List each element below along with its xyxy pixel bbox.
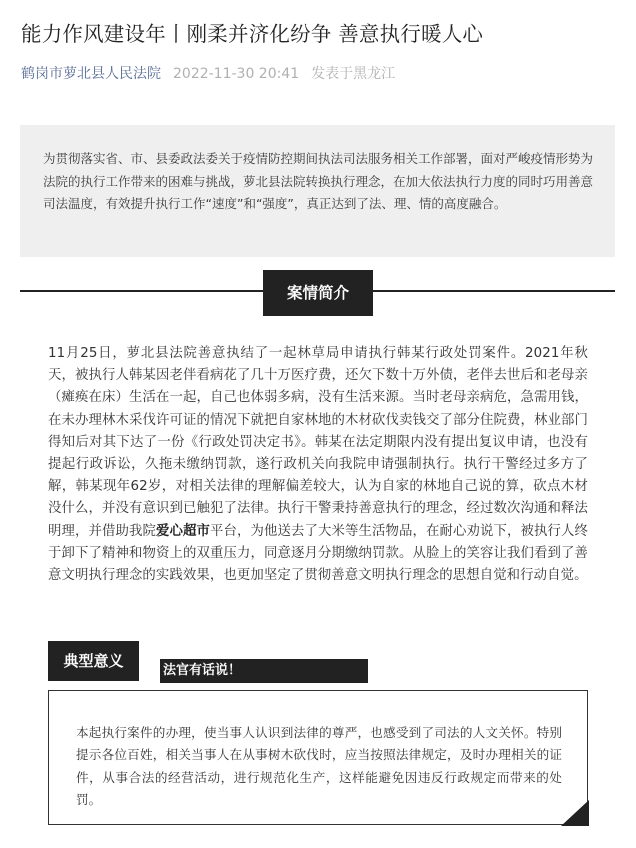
case-text-part-1: 11月25日，萝北县法院善意执结了一起林草局申请执行韩某行政处罚案件。2021年秋天，被执行人韩某因老伴看病花了几十万医疗费，还欠下数十万外债，老伴去世后和老母亲（瘫痪在床）生活在一起，自己也体弱多病，没有生活来源。当时老母亲病危，急需用钱，在未办理林木采伐许可证的情况下就把自家林地的木材砍伐卖钱交了部分住院费，林业部门得知后对其下达了一份《行政处罚决定书》。韩某在法定期限内没有提出复议申请，也没有提起行政诉讼，久拖未缴纳罚款，遂行政机关向我院申请强制执行。执行干警经过多方了解，韩某现年62岁，对相关法律的理解偏差较大，认为自家的林地自己说的算，砍点木材没什么，并没有意识到已触犯了法律。执行干警秉持善意执行的理念，经过数次沟通和释法明理，并借助我院 [48, 346, 588, 539]
note-box-corner-decoration [561, 800, 589, 826]
article-meta [21, 64, 395, 84]
intro-paragraph: 为贯彻落实省、市、县委政法委关于疫情防控期间执法司法服务相关工作部署，面对严峻疫情形势为法院的执行工作带来的困难与挑战，萝北县法院转换执行理念，在加大依法执行力度的同时巧用善意司法温度，有效提升执行工作“速度”和“强度”，真正达到了法、理、情的高度融合。 [43, 151, 594, 211]
source-account-link[interactable]: 鹤岗市萝北县人民法院 [21, 66, 161, 82]
section-divider-left [20, 290, 265, 292]
case-paragraph [48, 343, 588, 587]
article-title: 能力作风建设年丨刚柔并济化纷争 善意执行暖人心 [21, 22, 484, 46]
case-text-part-2: 平台，为他送去了大米等生活物品，在耐心劝说下，被执行人终于卸下了精神和物资上的双重压力，同意逐月分期缴纳罚款。从脸上的笑容让我们看到了善意文明执行理念的实践效果，也更加坚定了贯彻善意文明执行理念的思想自觉和行动自觉。 [48, 523, 588, 584]
publish-datetime: 2022-11-30 20:41 [173, 66, 300, 82]
typical-section-heading: 典型意义 [48, 641, 139, 681]
typical-paragraph: 本起执行案件的办理，使当事人认识到法律的尊严，也感受到了司法的人文关怀。特别提示各位百姓，相关当事人在从事树木砍伐时，应当按照法律规定，及时办理相关的证件，从事合法的经营活动，进行规范化生产，这样能避免因违反行政规定而带来的处罚。 [76, 725, 562, 807]
section-divider-right [372, 290, 615, 292]
judge-says-subheading: 法官有话说！ [160, 659, 368, 683]
case-text-highlight: 爱心超市 [156, 523, 210, 539]
publish-location: 发表于黑龙江 [311, 66, 396, 82]
case-section-heading: 案情简介 [263, 270, 373, 316]
